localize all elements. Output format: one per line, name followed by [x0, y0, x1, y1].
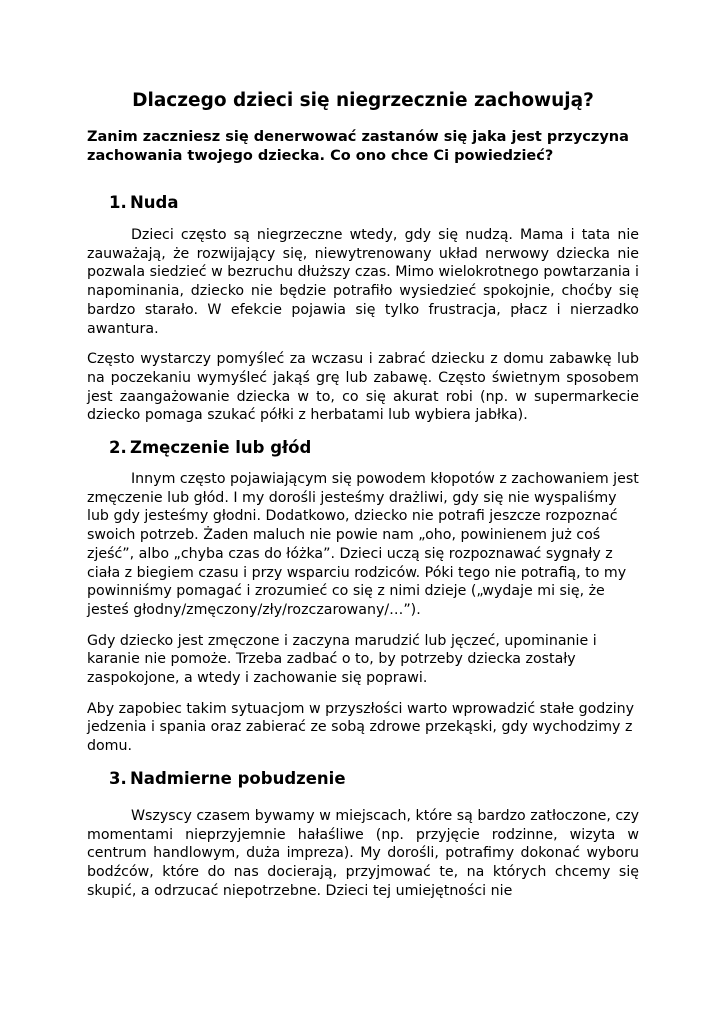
section-heading [87, 437, 639, 459]
section-zmeczenie [87, 437, 639, 756]
section-heading [87, 192, 639, 214]
section-heading [87, 768, 639, 790]
section-heading-text: Nuda [130, 193, 179, 212]
page-title: Dlaczego dzieci się niegrzecznie zachowują? [132, 90, 594, 111]
paragraph: Innym często pojawiającym się powodem kłopotów z zachowaniem jest zmęczenie lub głód. I my dorośli jesteśmy drażliwi, gdy się nie wyspaliśmy lub gdy jesteśmy głodni. Dodatkowo, dziecko nie potrafi jeszcze rozpoznać swoich potrzeb. Żaden maluch nie powie nam „oho, powinienem już coś zjeść”, albo „chyba czas do łóżka”. Dzieci uczą się rozpoznawać sygnały z ciała z biegiem czasu i przy wsparciu rodziców. Póki tego nie potrafią, to my powinniśmy pomagać i zrozumieć co się z nimi dzieje („wydaje mi się, że jesteś głodny/zmęczony/zły/rozczarowany/…”). [87, 471, 639, 618]
paragraph: Aby zapobiec takim sytuacjom w przyszłości warto wprowadzić stałe godziny jedzenia i spania oraz zabierać ze sobą zdrowe przekąski, gdy wychodzimy z domu. [87, 700, 635, 755]
section-number: 1. [109, 193, 127, 212]
page-subtitle: Zanim zaczniesz się denerwować zastanów się jaka jest przyczyna zachowania twojego dziecka. Co ono chce Ci powiedzieć? [87, 129, 629, 164]
section-number: 2. [109, 438, 127, 458]
paragraph: Gdy dziecko jest zmęczone i zaczyna marudzić lub jęczeć, upominanie i karanie nie pomoże. Trzeba zadbać o to, by potrzeby dziecka zostały zaspokojone, a wtedy i zachowanie się poprawi. [87, 632, 597, 687]
paragraph: Dzieci często są niegrzeczne wtedy, gdy się nudzą. Mama i tata nie zauważają, że rozwijający się, niewytrenowany układ nerwowy dziecka nie pozwala siedzieć w bezruchu dłuższy czas. Mimo wielokrotnego powtarzania i napominania, dziecko nie będzie potrafiło wysiedzieć spokojnie, choćby się bardzo starało. W efekcie pojawia się tylko frustracja, płacz i nierzadko awantura. [87, 227, 639, 337]
document-page [87, 88, 639, 900]
section-number: 3. [109, 768, 127, 788]
section-pobudzenie [87, 768, 639, 901]
section-nuda [87, 192, 639, 425]
section-heading-text: Nadmierne pobudzenie [130, 768, 346, 788]
section-heading-text: Zmęczenie lub głód [130, 438, 312, 458]
paragraph: Często wystarczy pomyśleć za wczasu i zabrać dziecku z domu zabawkę lub na poczekaniu wymyśleć jakąś grę lub zabawę. Często świetnym sposobem jest zaangażowanie dziecka w to, co się akurat robi (np. w supermarkecie dziecko pomaga szukać półki z herbatami lub wybiera jabłka). [87, 351, 639, 424]
paragraph: Wszyscy czasem bywamy w miejscach, które są bardzo zatłoczone, czy momentami nieprzyjemnie hałaśliwe (np. przyjęcie rodzinne, wizyta w centrum handlowym, duża impreza). My dorośli, potrafimy dokonać wyboru bodźców, które do nas docierają, przyjmować te, na których chcemy się skupić, a odrzucać niepotrzebne. Dzieci tej umiejętności nie [87, 807, 639, 899]
